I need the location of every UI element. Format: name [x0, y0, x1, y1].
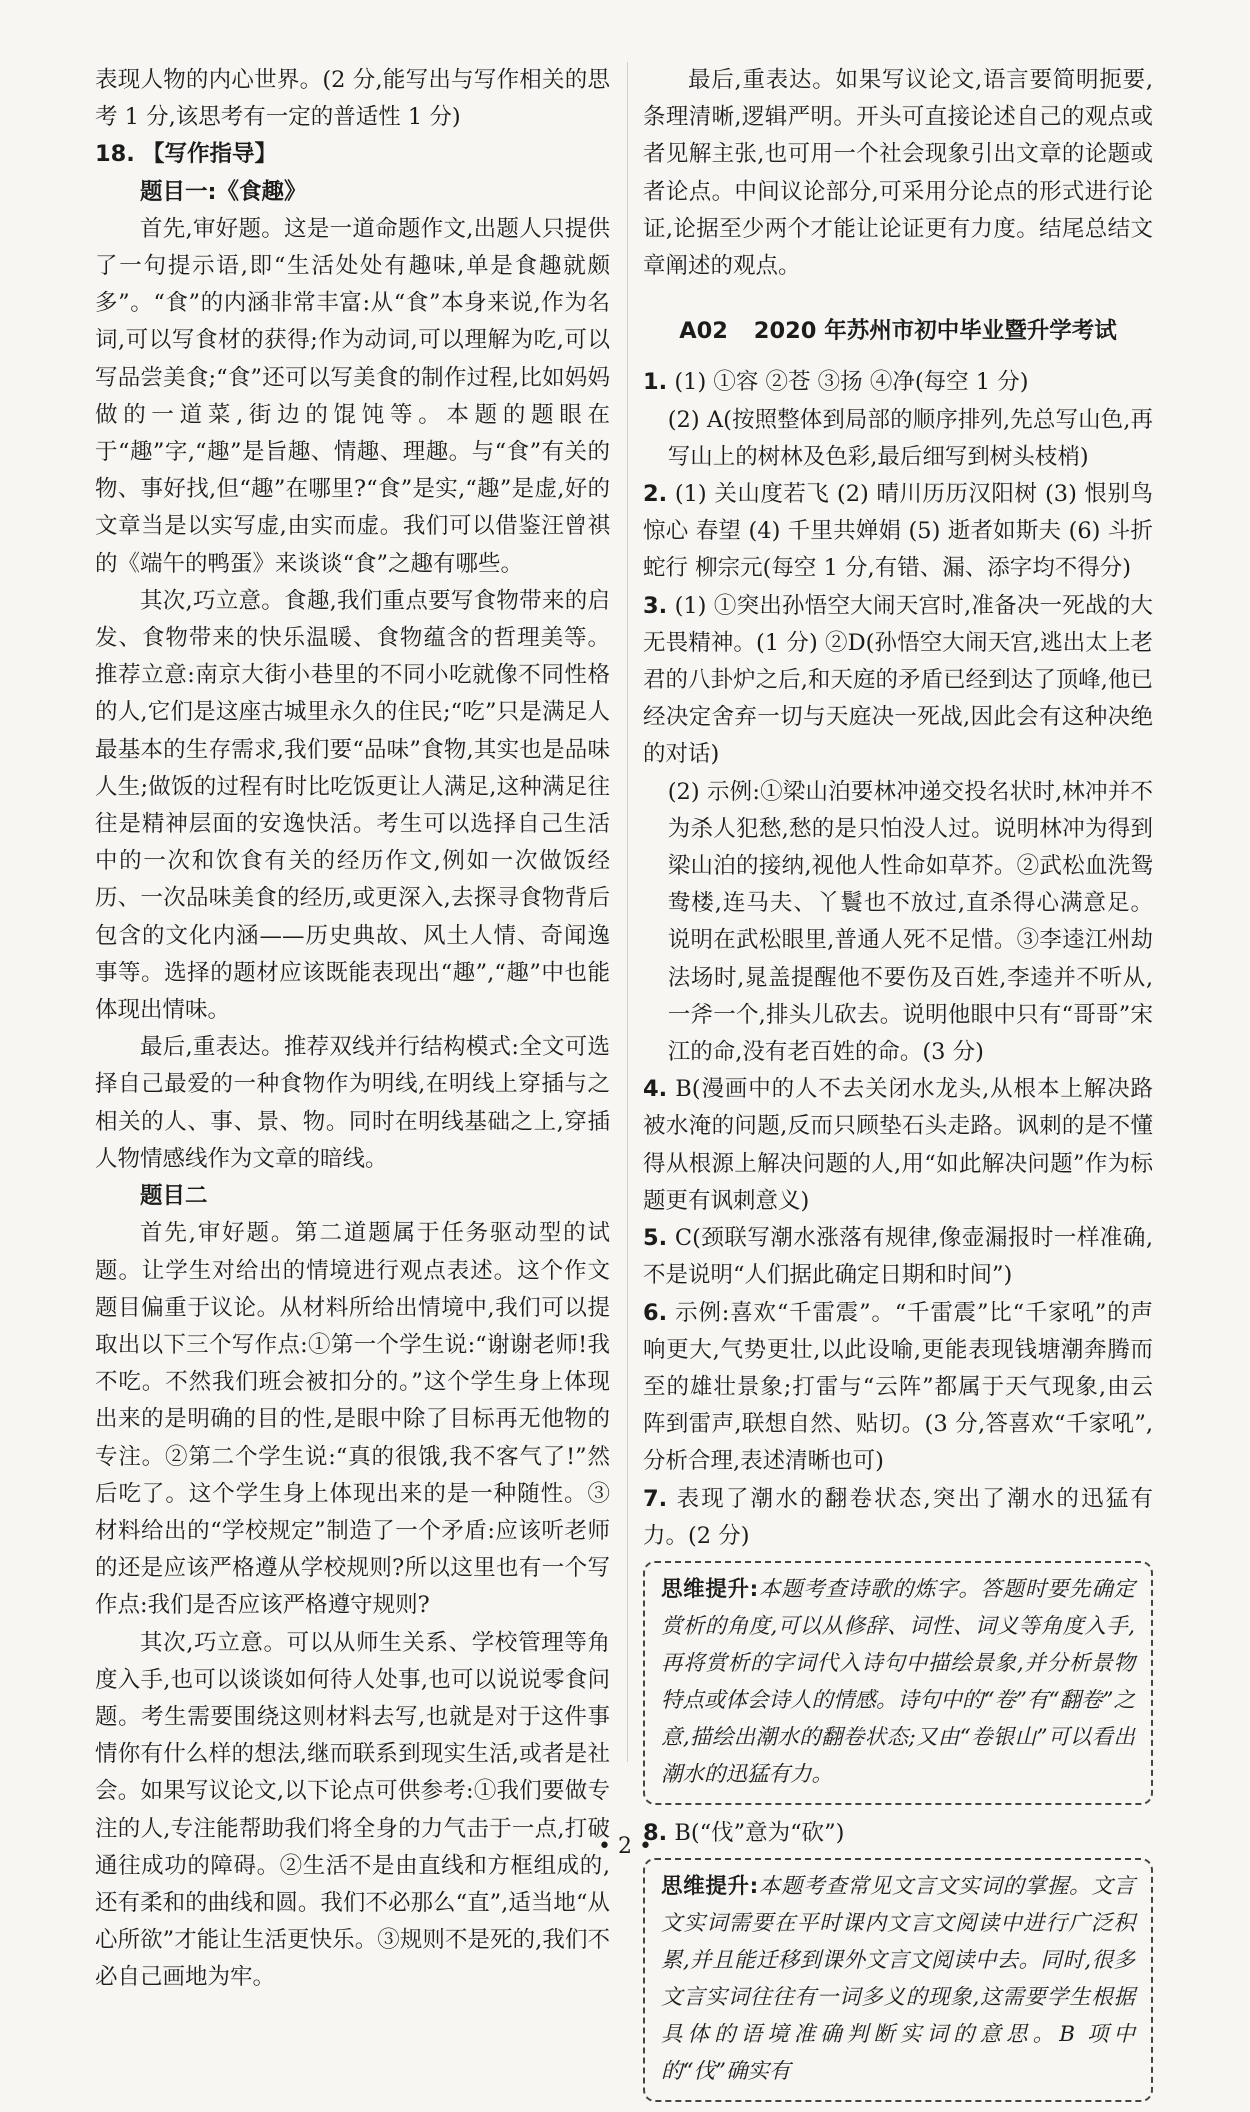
- answer-1: [643, 364, 1153, 401]
- answer-4: [643, 1071, 1153, 1220]
- answer-8-number: 8.: [643, 1819, 668, 1846]
- answer-1-part-a: (1) ①容 ②苍 ③扬 ④净(每空 1 分): [674, 369, 1029, 396]
- thinking-box-1-label: 思维提升:: [661, 1576, 759, 1602]
- answer-5: [643, 1220, 1153, 1294]
- intro-text: 表现人物的内心世界。(2 分,能写出与写作相关的思考 1 分,该思考有一定的普适性 1 分): [95, 67, 610, 131]
- topic-2-title: 题目二: [140, 1183, 208, 1210]
- thinking-box-1-text: 本题考查诗歌的炼字。答题时要先确定赏析的角度,可以从修辞、词性、词义等角度入手,再将赏析的字词代入诗句中描绘景象,并分析景物特点或体会诗人的情感。诗句中的“卷”有“翻卷”之意,描绘出潮水的翻卷状态;又由“卷银山”可以看出潮水的迅猛有力。: [661, 1576, 1135, 1787]
- topic-2-paragraph-2: 其次,巧立意。可以从师生关系、学校管理等角度入手,也可以谈谈如何待人处事,也可以说说零食问题。考生需要围绕这则材料去写,也就是对于这件事情你有什么样的想法,继而联系到现实生活,或者是社会。如果写议论文,以下论点可供参考:①我们要做专注的人,专注能帮助我们将全身的力气击于一点,打破通往成功的障碍。②生活不是由直线和方框组成的,还有柔和的曲线和圆。我们不必那么“直”,适当地“从心所欲”才能让生活更快乐。③规则不是死的,我们不必自己画地为牢。: [95, 1629, 610, 1991]
- thinking-box-1: [643, 1561, 1153, 1805]
- answer-1-part-b: (2) A(按照整体到局部的顺序排列,先总写山色,再写山上的树林及色彩,最后细写到树头枝梢): [667, 406, 1153, 470]
- page-number: • 2 •: [598, 1834, 652, 1859]
- answer-2-number: 2.: [643, 481, 668, 508]
- answer-3: [643, 588, 1153, 774]
- thinking-box-2-text: 本题考查常见文言文实词的掌握。文言文实词需要在平时课内文言文阅读中进行广泛积累,并且能迁移到课外文言文阅读中去。同时,很多文言实词往往有一词多义的现象,这需要学生根据具体的语境准确判断实词的意思。B 项中的“伐”确实有: [661, 1874, 1135, 2085]
- answer-8-text: B(“伐”意为“砍”): [674, 1819, 845, 1846]
- column-divider: [627, 62, 628, 1762]
- answer-2: [643, 476, 1153, 588]
- section-title: 2020 年苏州市初中毕业暨升学考试: [753, 318, 1117, 345]
- section-code: A02: [679, 318, 728, 345]
- question-18-number: 18.: [95, 141, 135, 168]
- answer-5-number: 5.: [643, 1225, 668, 1252]
- topic-2-paragraph-3: 最后,重表达。如果写议论文,语言要简明扼要,条理清晰,逻辑严明。开头可直接论述自己的观点或者见解主张,也可用一个社会现象引出文章的论题或者论点。中间议论部分,可采用分论点的形式进行论证,论据至少两个才能让论证更有力度。结尾总结文章阐述的观点。: [643, 67, 1153, 280]
- topic-1-paragraph-2: 其次,巧立意。食趣,我们重点要写食物带来的启发、食物带来的快乐温暖、食物蕴含的哲理美等。推荐立意:南京大街小巷里的不同小吃就像不同性格的人,它们是这座古城里永久的住民;“吃”只是满足人最基本的生存需求,我们要“品味”食物,其实也是品味人生;做饭的过程有时比吃饭更让人满足,这种满足往往是精神层面的安逸快活。考生可以选择自己生活中的一次和饮食有关的经历作文,例如一次做饭经历、一次品味美食的经历,或更深入,去探寻食物背后包含的文化内涵——历史典故、风土人情、奇闻逸事等。选择的题材应该既能表现出“趣”,“趣”中也能体现出情味。: [95, 587, 610, 1024]
- section-heading: [643, 313, 1153, 350]
- answer-2-text: (1) 关山度若飞 (2) 晴川历历汉阳树 (3) 恨别鸟惊心 春望 (4) 千里共婵娟 (5) 逝者如斯夫 (6) 斗折蛇行 柳宗元(每空 1 分,有错、漏、添字均不得分): [643, 481, 1153, 582]
- answer-4-text: B(漫画中的人不去关闭水龙头,从根本上解决路被水淹的问题,反而只顾垫石头走路。讽刺的是不懂得从根源上解决问题的人,用“如此解决问题”作为标题更有讽刺意义): [643, 1076, 1153, 1214]
- answer-1-number: 1.: [643, 369, 668, 396]
- answer-5-text: C(颈联写潮水涨落有规律,像壶漏报时一样准确,不是说明“人们据此确定日期和时间”): [643, 1225, 1153, 1289]
- topic-2-paragraph-1: 首先,审好题。第二道题属于任务驱动型的试题。让学生对给出的情境进行观点表述。这个作文题目偏重于议论。从材料所给出情境中,我们可以提取出以下三个写作点:①第一个学生说:“谢谢老师!我不吃。不然我们班会被扣分的。”这个学生身上体现出来的是明确的目的性,是眼中除了目标再无他物的专注。②第二个学生说:“真的很饿,我不客气了!”然后吃了。这个学生身上体现出来的是一种随性。③材料给出的“学校规定”制造了一个矛盾:应该听老师的还是应该严格遵从学校规则?所以这里也有一个写作点:我们是否应该严格遵守规则?: [95, 1220, 610, 1619]
- right-column: [643, 62, 1153, 2112]
- topic-1-paragraph-1: 首先,审好题。这是一道命题作文,出题人只提供了一句提示语,即“生活处处有趣味,单是食趣就颇多”。“食”的内涵非常丰富:从“食”本身来说,作为名词,可以写食材的获得;作为动词,可以理解为吃,可以写品尝美食;“食”还可以写美食的制作过程,比如妈妈做的一道菜,街边的馄饨等。本题的题眼在于“趣”字,“趣”是旨趣、情趣、理趣。与“食”有关的物、事好找,但“趣”在哪里?“食”是实,“趣”是虚,好的文章当是以实写虚,由实而虚。我们可以借鉴汪曾祺的《端午的鸭蛋》来谈谈“食”之趣有哪些。: [95, 215, 610, 577]
- answer-6-number: 6.: [643, 1299, 668, 1326]
- answer-7-number: 7.: [643, 1485, 668, 1512]
- answer-7-text: 表现了潮水的翻卷状态,突出了潮水的迅猛有力。(2 分): [643, 1485, 1154, 1549]
- answer-3-part-a: (1) ①突出孙悟空大闹天宫时,准备决一死战的大无畏精神。(1 分) ②D(孙悟空大闹天宫,逃出太上老君的八卦炉之后,和天庭的矛盾已经到达了顶峰,他已经决定舍弃一切与天庭决一死战,因此会有这种决绝的对话): [643, 592, 1153, 768]
- answer-6-text: 示例:喜欢“千雷震”。“千雷震”比“千家吼”的声响更大,气势更壮,以此设喻,更能表现钱塘潮奔腾而至的雄壮景象;打雷与“云阵”都属于天气现象,由云阵到雷声,联想自然、贴切。(3 分,答喜欢“千家吼”,分析合理,表述清晰也可): [643, 1299, 1153, 1475]
- topic-1-title: 题目一:《食趣》: [140, 178, 307, 205]
- thinking-box-2: [643, 1858, 1153, 2102]
- left-column: [95, 62, 610, 1997]
- topic-1-paragraph-3: 最后,重表达。推荐双线并行结构模式:全文可选择自己最爱的一种食物作为明线,在明线上穿插与之相关的人、事、景、物。同时在明线基础之上,穿插人物情感线作为文章的暗线。: [95, 1034, 610, 1172]
- thinking-box-2-label: 思维提升:: [661, 1874, 759, 1900]
- answer-4-number: 4.: [643, 1076, 668, 1103]
- answer-7: [643, 1481, 1153, 1555]
- writing-guide-title: 【写作指导】: [142, 141, 278, 168]
- answer-6: [643, 1295, 1153, 1481]
- question-18-heading: [95, 136, 610, 173]
- answer-3-part-b: (2) 示例:①梁山泊要林冲递交投名状时,林冲并不为杀人犯愁,愁的是只怕没人过。说明林冲为得到梁山泊的接纳,视他人性命如草芥。②武松血洗鸳鸯楼,连马夫、丫鬟也不放过,直杀得心满意足。说明在武松眼里,普通人死不足惜。③李逵江州劫法场时,晁盖提醒他不要伤及百姓,李逵并不听从,一斧一个,排头儿砍去。说明他眼中只有“哥哥”宋江的命,没有老百姓的命。(3 分): [667, 778, 1153, 1066]
- answer-3-number: 3.: [643, 592, 668, 619]
